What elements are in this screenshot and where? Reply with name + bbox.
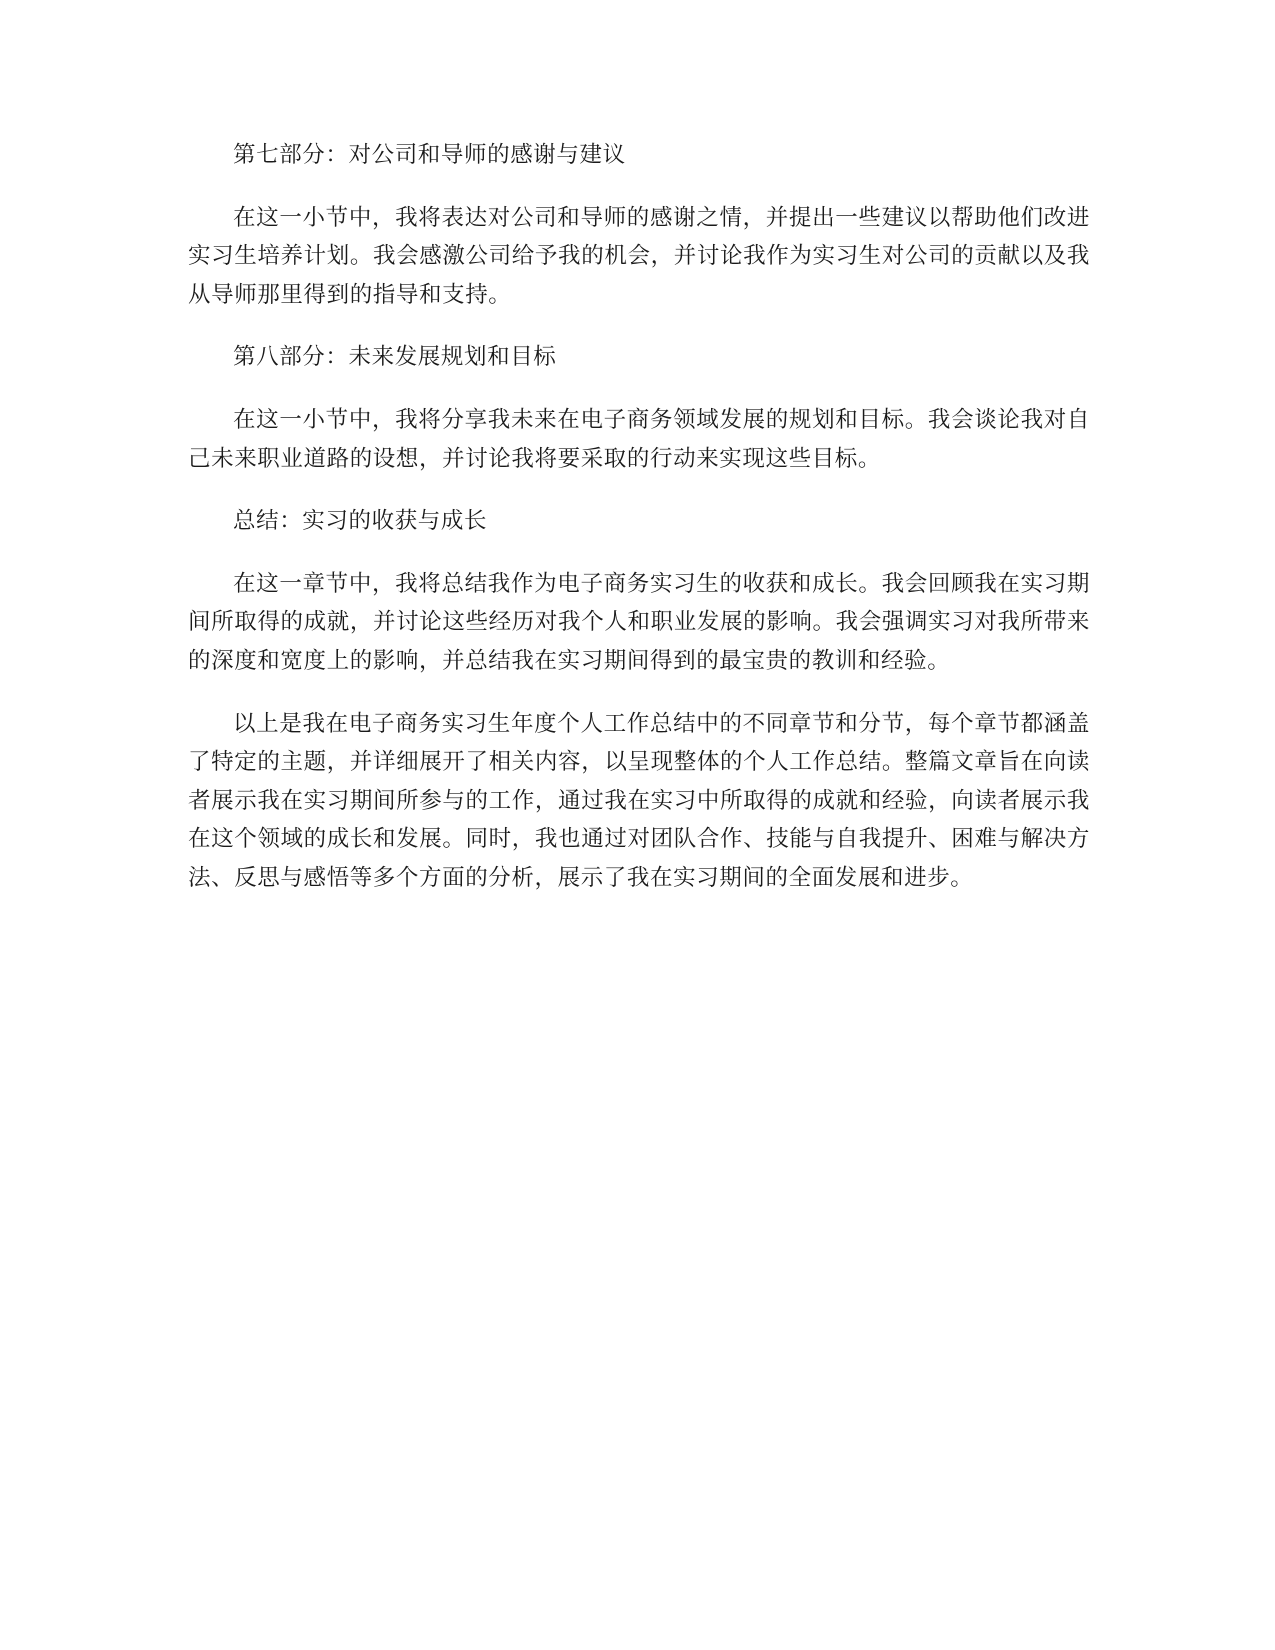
section-heading-part-7: 第七部分：对公司和导师的感谢与建议 [233,142,626,168]
section-paragraph-part-8: 在这一小节中，我将分享我未来在电子商务领域发展的规划和目标。我会谈论我对自己未来职业道路的设想，并讨论我将要采取的行动来实现这些目标。 [188,406,1090,472]
section-paragraph-summary: 在这一章节中，我将总结我作为电子商务实习生的收获和成长。我会回顾我在实习期间所取得的成就，并讨论这些经历对我个人和职业发展的影响。我会强调实习对我所带来的深度和宽度上的影响，并总结我在实习期间得到的最宝贵的教训和经验。 [188,570,1090,674]
section-heading-part-8: 第八部分：未来发展规划和目标 [233,344,557,371]
document-body [188,136,1090,922]
conclusion-paragraph: 以上是我在电子商务实习生年度个人工作总结中的不同章节和分节，每个章节都涵盖了特定的主题，并详细展开了相关内容，以呈现整体的个人工作总结。整篇文章旨在向读者展示我在实习期间所参与的工作，通过我在实习中所取得的成就和经验，向读者展示我在这个领域的成长和发展。同时，我也通过对团队合作、技能与自我提升、困难与解决方法、反思与感悟等多个方面的分析，展示了我在实习期间的全面发展和进步。 [188,710,1090,891]
section-heading-summary: 总结：实习的收获与成长 [233,508,488,535]
section-paragraph-part-7: 在这一小节中，我将表达对公司和导师的感谢之情，并提出一些建议以帮助他们改进实习生培养计划。我会感激公司给予我的机会，并讨论我作为实习生对公司的贡献以及我从导师那里得到的指导和支持。 [188,204,1090,308]
